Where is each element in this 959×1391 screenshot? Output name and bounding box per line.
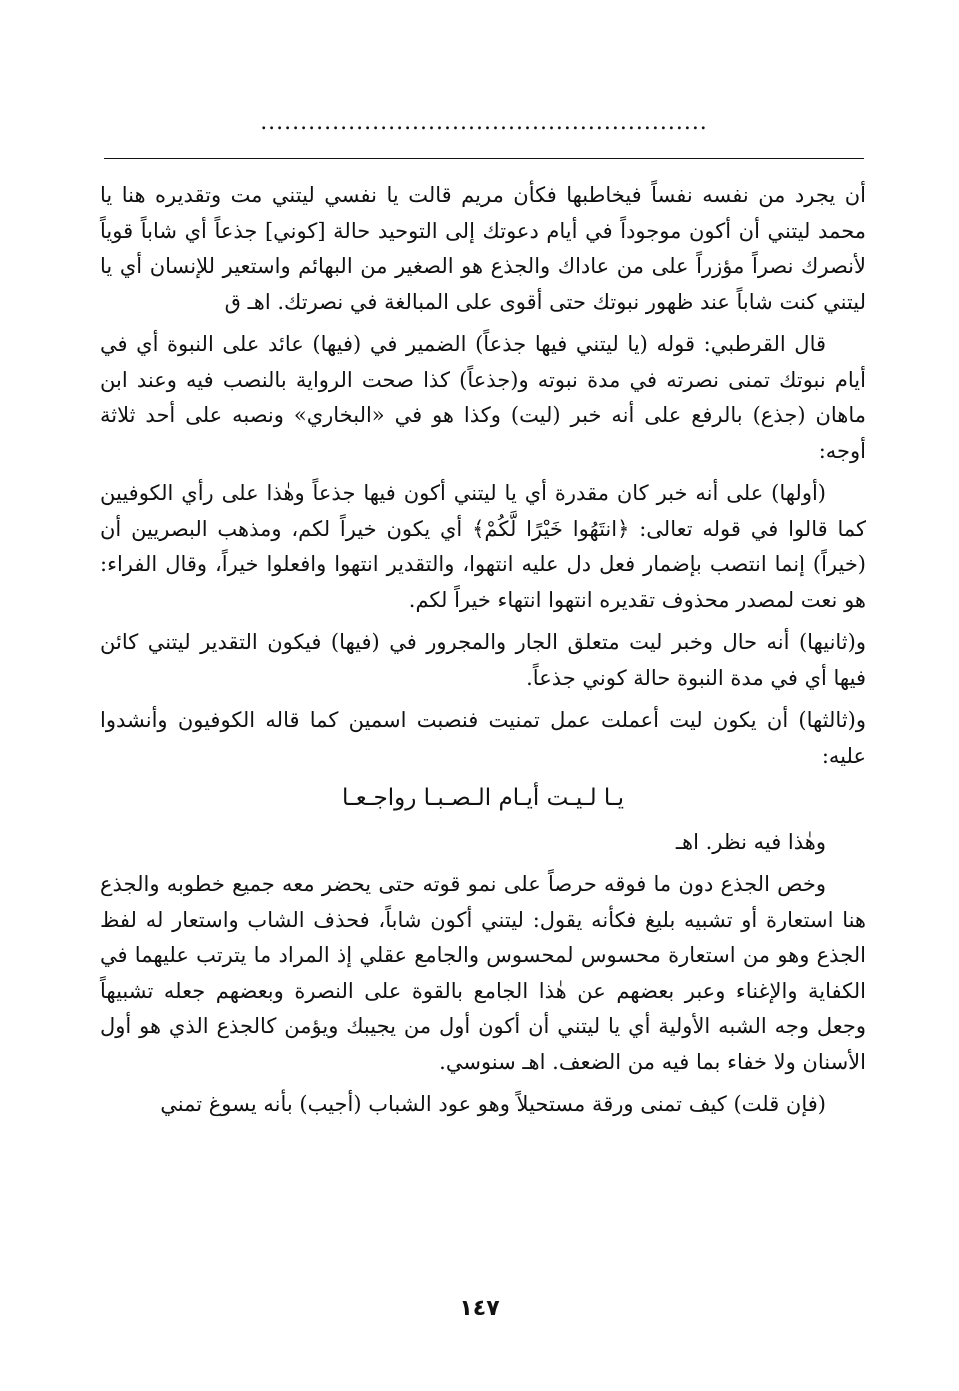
- paragraph-3: (أولها) على أنه خبر كان مقدرة أي يا ليتني أكون فيها جذعاً وهٰذا على رأي الكوفيين كما قالوا في قوله تعالى: ﴿انتَهُوا خَيْرًا لَّكُمْ﴾ أي يكون خيراً لكم، ومذهب البصريين أن (خيراً) إنما انتصب بإضمار فعل دل عليه انتهوا، والتقدير انتهوا وافعلوا خيراً، وقال الفراء: هو نعت لمصدر محذوف تقديره انتهوا انتهاء خيراً لكم.: [100, 481, 866, 612]
- main-text: [100, 178, 866, 1130]
- paragraph-7: وخص الجذع دون ما فوقه حرصاً على نمو قوته حتى يحضر معه جميع خطوبه والجذع هنا استعارة أو تشبيه بليغ فكأنه يقول: ليتني أكون شاباً، فحذف الشاب واستعار له لفظ الجذع وهو من استعارة محسوس لمحسوس والجامع عقلي إذ المراد ما يترتب عليهما في الكفاية والإغناء وعبر بعضهم عن هٰذا الجامع بالقوة على النصرة وبعضهم جعله تشبيهاً وجعل وجه الشبه الأولية أي يا ليتني أن أكون أول من يجيبك ويؤمن كالجذع الذي هو أول الأسنان ولا خفاء بما فيه من الضعف. اهـ سنوسي.: [100, 872, 866, 1074]
- paragraph-4: و(ثانيها) أنه حال وخبر ليت متعلق الجار والمجرور في (فيها) فيكون التقدير ليتني كائن فيها أي في مدة النبوة حالة كوني جذعاً.: [100, 630, 866, 690]
- paragraph-8: (فإن قلت) كيف تمنى ورقة مستحيلاً وهو عود الشباب (أجيب) بأنه يسوغ تمني: [160, 1092, 826, 1116]
- footnote-divider: [104, 158, 864, 159]
- page-number: ١٤٧: [459, 1296, 500, 1321]
- paragraph-1: أن يجرد من نفسه نفساً فيخاطبها فكأن مريم قالت يا نفسي ليتني مت وتقديره هنا يا محمد ليتني أن أكون موجوداً في أيام دعوتك إلى التوحيد حالة [كوني] جذعاً أي شاباً قوياً لأنصرك نصراً مؤزراً على من عاداك والجذع هو الصغير من البهائم واستعير للإنسان أي يا ليتني كنت شاباً عند ظهور نبوتك حتى أقوى على المبالغة في نصرتك. اهـ ق: [100, 183, 866, 314]
- header-dotted-line: ........................................................: [260, 110, 708, 135]
- poetry-verse: يـا لـيـت أيـام الـصـبـا رواجـعـا: [341, 785, 625, 811]
- paragraph-2: قال القرطبي: قوله (يا ليتني فيها جذعاً) الضمير في (فيها) عائد على النبوة أي في أيام نبوتك تمنى نصرته في مدة نبوته و(جذعاً) كذا صحت الرواية بالنصب فيه وعند ابن ماهان (جذع) بالرفع على أنه خبر (ليت) وكذا هو في «البخاري» ونصبه على أحد ثلاثة أوجه:: [100, 332, 866, 463]
- paragraph-6: وهٰذا فيه نظر. اهـ: [675, 829, 826, 854]
- paragraph-5: و(ثالثها) أن يكون ليت أعملت عمل تمنيت فنصبت اسمين كما قاله الكوفيون وأنشدوا عليه:: [100, 708, 866, 768]
